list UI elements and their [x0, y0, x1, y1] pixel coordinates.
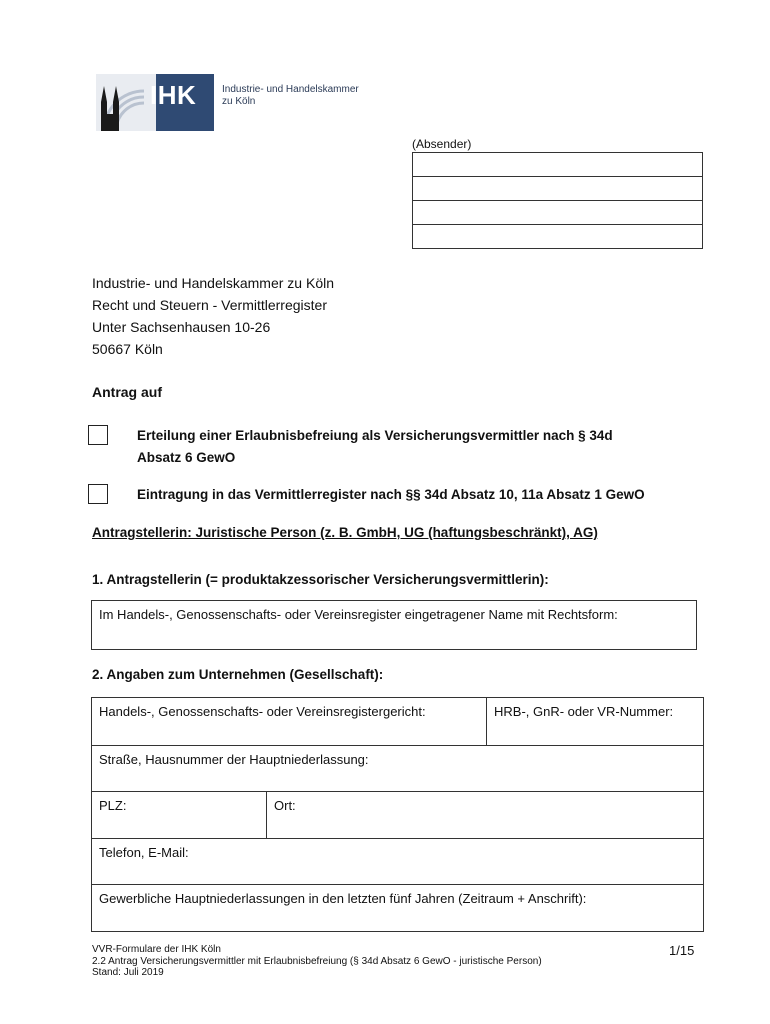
form-title: Antrag auf — [92, 384, 162, 400]
footer-line3: Stand: Juli 2019 — [92, 967, 164, 978]
history-label: Gewerbliche Hauptniederlassungen in den letzten fünf Jahren (Zeitraum + Anschrift): — [99, 891, 587, 906]
register-court-field[interactable] — [92, 698, 486, 745]
option-exemption-line2: Absatz 6 GewO — [137, 450, 236, 465]
contact-field[interactable] — [92, 839, 703, 884]
register-court-label: Handels-, Genossenschafts- oder Vereinsregistergericht: — [99, 704, 426, 719]
sender-field-3[interactable] — [413, 201, 702, 225]
recipient-line: Recht und Steuern - Vermittlerregister — [92, 297, 327, 313]
section2-heading: 2. Angaben zum Unternehmen (Gesellschaft): — [92, 667, 384, 682]
register-number-label: HRB-, GnR- oder VR-Nummer: — [494, 704, 674, 719]
option-registration-checkbox[interactable] — [88, 484, 108, 504]
option-exemption-label — [137, 425, 613, 469]
chamber-name-line1: Industrie- und Handelskammer — [222, 84, 359, 95]
footer-line2: 2.2 Antrag Versicherungsvermittler mit Erlaubnisbefreiung (§ 34d Absatz 6 GewO - juristische Person) — [92, 955, 542, 967]
recipient-line: Industrie- und Handelskammer zu Köln — [92, 275, 335, 291]
sender-box — [412, 152, 703, 249]
zip-field[interactable] — [92, 792, 266, 838]
recipient-line: Unter Sachsenhausen 10-26 — [92, 319, 271, 335]
sender-field-4[interactable] — [413, 225, 702, 248]
recipient-address — [92, 272, 334, 360]
contact-label: Telefon, E-Mail: — [99, 845, 189, 860]
section1-heading: 1. Antragstellerin (= produktakzessorischer Versicherungsvermittlerin): — [92, 572, 549, 587]
company-details-table — [91, 697, 704, 932]
recipient-line: 50667 Köln — [92, 341, 163, 357]
page-number: 1/15 — [669, 943, 695, 958]
chamber-name-line2: zu Köln — [222, 96, 256, 107]
company-name-field[interactable] — [91, 600, 697, 650]
chamber-name — [222, 84, 359, 108]
ihk-wordmark: IHK — [150, 80, 197, 110]
footer-line1: VVR-Formulare der IHK Köln — [92, 944, 221, 955]
option-registration-label: Eintragung in das Vermittlerregister nach §§ 34d Absatz 10, 11a Absatz 1 GewO — [137, 487, 645, 502]
ihk-logo — [96, 74, 214, 131]
zip-label: PLZ: — [99, 798, 127, 813]
footer — [92, 944, 542, 979]
street-field[interactable] — [92, 746, 703, 791]
company-name-label: Im Handels-, Genossenschafts- oder Vereinsregister eingetragener Name mit Rechtsform: — [99, 607, 618, 622]
sender-field-1[interactable] — [413, 153, 702, 177]
applicant-type-heading: Antragstellerin: Juristische Person (z. B. GmbH, UG (haftungsbeschränkt), AG) — [92, 525, 598, 540]
register-number-field[interactable] — [487, 698, 703, 745]
history-field[interactable] — [92, 885, 703, 931]
option-exemption-checkbox[interactable] — [88, 425, 108, 445]
city-field[interactable] — [267, 792, 703, 838]
cathedral-arcs-icon — [96, 74, 156, 131]
street-label: Straße, Hausnummer der Hauptniederlassung: — [99, 752, 369, 767]
option-exemption-line1: Erteilung einer Erlaubnisbefreiung als Versicherungsvermittler nach § 34d — [137, 428, 613, 443]
sender-field-2[interactable] — [413, 177, 702, 201]
city-label: Ort: — [274, 798, 296, 813]
sender-label: (Absender) — [412, 137, 472, 151]
